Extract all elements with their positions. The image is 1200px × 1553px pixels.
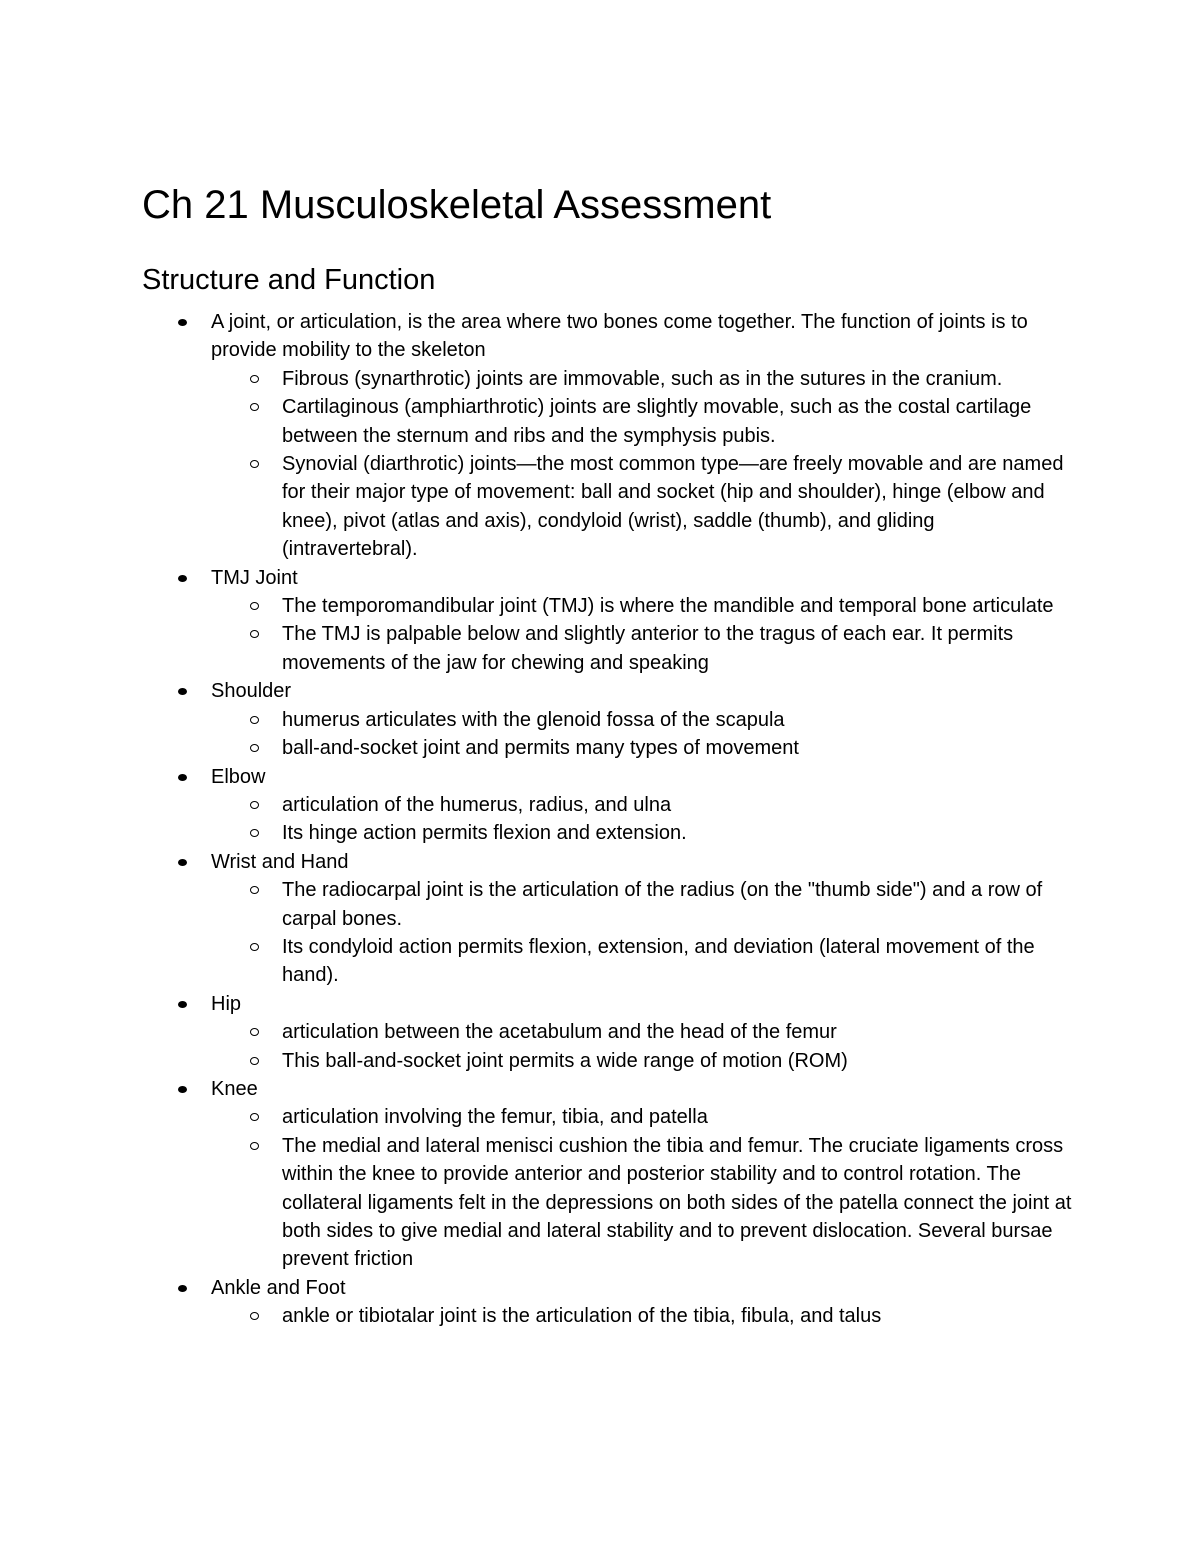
bullet-dot-icon xyxy=(178,1086,187,1093)
sub-list-item xyxy=(142,791,1072,819)
sub-list-item xyxy=(142,592,1072,620)
list-item-text: Wrist and Hand xyxy=(211,850,349,873)
bullet-dot-icon xyxy=(178,859,187,866)
sub-list-item-text: The radiocarpal joint is the articulation of the radius (on the "thumb side") and a row of carpal bones. xyxy=(282,879,1043,930)
bullet-circle-icon xyxy=(250,1057,259,1065)
list-item-text: TMJ Joint xyxy=(211,566,298,589)
bullet-circle-icon xyxy=(250,1028,259,1036)
bullet-circle-icon xyxy=(250,801,259,809)
bullet-circle-icon xyxy=(250,403,259,411)
sub-list-item-text: articulation involving the femur, tibia, and patella xyxy=(282,1106,708,1129)
sub-list-item xyxy=(142,620,1072,677)
list-item xyxy=(142,848,1072,990)
bullet-dot-icon xyxy=(178,688,187,695)
bullet-circle-icon xyxy=(250,744,259,752)
sub-list xyxy=(211,876,1072,990)
bullet-circle-icon xyxy=(250,460,259,468)
list-item-text: Ankle and Foot xyxy=(211,1276,346,1299)
bullet-dot-icon xyxy=(178,1001,187,1008)
bullet-circle-icon xyxy=(250,943,259,951)
sub-list-item xyxy=(142,706,1072,734)
bullet-circle-icon xyxy=(250,1142,259,1150)
sub-list-item xyxy=(142,450,1072,564)
sub-list-item-text: Cartilaginous (amphiarthrotic) joints are slightly movable, such as the costal cartilage between the sternum and ribs and the symphysis pubis. xyxy=(282,396,1032,447)
sub-list-item xyxy=(142,1018,1072,1046)
list-item-text: A joint, or articulation, is the area where two bones come together. The function of joints is to provide mobility to the skeleton xyxy=(211,311,1028,362)
sub-list-item xyxy=(142,365,1072,393)
bullet-circle-icon xyxy=(250,602,259,610)
sub-list-item xyxy=(142,734,1072,762)
sub-list-item-text: articulation between the acetabulum and the head of the femur xyxy=(282,1021,837,1044)
list-item xyxy=(142,1274,1072,1331)
sub-list xyxy=(211,1302,1072,1330)
sub-list-item-text: Fibrous (synarthrotic) joints are immovable, such as in the sutures in the cranium. xyxy=(282,367,1003,390)
bullet-circle-icon xyxy=(250,1312,259,1320)
sub-list-item-text: The temporomandibular joint (TMJ) is where the mandible and temporal bone articulate xyxy=(282,595,1054,618)
bullet-circle-icon xyxy=(250,1113,259,1121)
sub-list-item-text: The TMJ is palpable below and slightly anterior to the tragus of each ear. It permits movements of the jaw for chewing and speaking xyxy=(282,623,1014,674)
list-item-text: Hip xyxy=(211,992,242,1015)
sub-list-item xyxy=(142,1132,1072,1274)
bullet-dot-icon xyxy=(178,1285,187,1292)
sub-list-item xyxy=(142,819,1072,847)
sub-list xyxy=(211,1018,1072,1075)
bullet-dot-icon xyxy=(178,319,187,326)
sub-list xyxy=(211,706,1072,763)
bullet-circle-icon xyxy=(250,886,259,894)
list-item xyxy=(142,763,1072,848)
list-item xyxy=(142,308,1072,564)
list-item-text: Knee xyxy=(211,1077,258,1100)
sub-list xyxy=(211,1103,1072,1273)
bullet-list xyxy=(142,308,1072,1331)
sub-list-item xyxy=(142,876,1072,933)
sub-list-item-text: Its hinge action permits flexion and extension. xyxy=(282,822,687,845)
sub-list xyxy=(211,791,1072,848)
bullet-circle-icon xyxy=(250,375,259,383)
sub-list-item xyxy=(142,1302,1072,1330)
sub-list-item-text: Its condyloid action permits flexion, extension, and deviation (lateral movement of the hand). xyxy=(282,935,1035,987)
bullet-circle-icon xyxy=(250,829,259,837)
sub-list-item xyxy=(142,1103,1072,1131)
bullet-circle-icon xyxy=(250,630,259,638)
sub-list-item-text: ball-and-socket joint and permits many types of movement xyxy=(282,737,799,760)
sub-list-item-text: humerus articulates with the glenoid fossa of the scapula xyxy=(282,708,785,731)
sub-list-item xyxy=(142,933,1072,990)
bullet-dot-icon xyxy=(178,774,187,781)
list-item xyxy=(142,1075,1072,1274)
sub-list xyxy=(211,592,1072,677)
section-heading: Structure and Function xyxy=(142,264,436,296)
sub-list-item-text: articulation of the humerus, radius, and ulna xyxy=(282,793,672,816)
list-item xyxy=(142,564,1072,678)
sub-list-item-text: The medial and lateral menisci cushion the tibia and femur. The cruciate ligaments cross within the knee to provide anterior and posterior stability and to control rotation. The collateral ligaments felt in the depressions on both sides of the patella connect the joint at both sides to give medial and lateral stability and to prevent dislocation. Several bursae prevent friction xyxy=(282,1134,1072,1271)
bullet-circle-icon xyxy=(250,716,259,724)
list-item-text: Shoulder xyxy=(211,680,292,703)
sub-list xyxy=(211,365,1072,564)
sub-list-item-text: Synovial (diarthrotic) joints—the most common type—are freely movable and are named for their major type of movement: ball and socket (hip and shoulder), hinge (elbow and knee), pivot (atlas and axis), condyloid (wrist), saddle (thumb), and gliding (intravertebral). xyxy=(282,453,1064,561)
sub-list-item xyxy=(142,1047,1072,1075)
list-item xyxy=(142,677,1072,762)
sub-list-item-text: ankle or tibiotalar joint is the articulation of the tibia, fibula, and talus xyxy=(282,1305,882,1328)
list-item xyxy=(142,990,1072,1075)
sub-list-item-text: This ball-and-socket joint permits a wide range of motion (ROM) xyxy=(282,1049,848,1072)
list-item-text: Elbow xyxy=(211,765,266,788)
document-title: Ch 21 Musculoskeletal Assessment xyxy=(142,183,772,227)
bullet-dot-icon xyxy=(178,575,187,582)
sub-list-item xyxy=(142,393,1072,450)
bullet-list-container xyxy=(142,308,1072,1331)
